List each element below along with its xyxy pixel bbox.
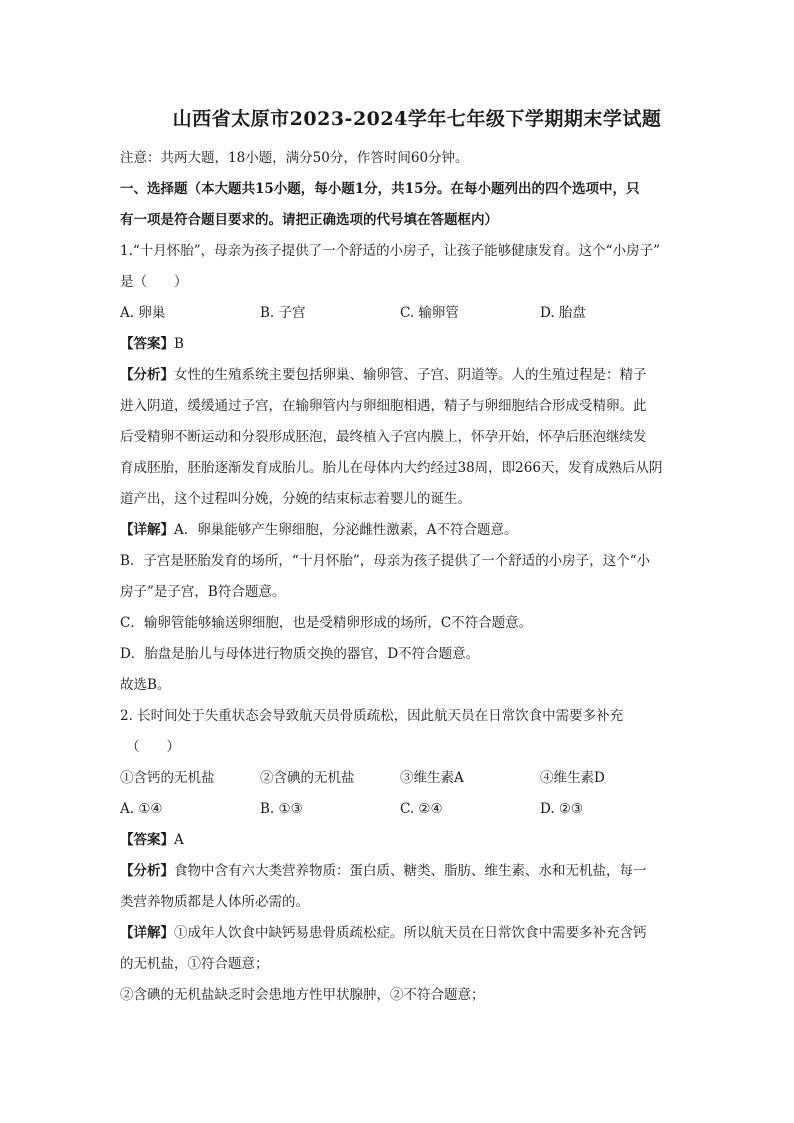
q2-answer [120, 825, 680, 856]
q1-detail-line6: 故选B。 [120, 677, 171, 693]
q1-analysis-line4: 育成胚胎，胚胎逐渐发育成胎儿。胎儿在母体内大约经过38周，即266天，发育成熟后从阴 [120, 460, 663, 476]
section-heading-line2: 有一项是符合题目要求的。请把正确选项的代号填在答题框内） [120, 212, 498, 228]
q2-answer-value: A [174, 832, 184, 848]
q1-stem-line1: 1.“十月怀胎”，母亲为孩子提供了一个舒适的小房子，让孩子能够健康发育。这个“小房子” [120, 243, 660, 259]
notice-text: 注意：共两大题，18小题，满分50分，作答时间60分钟。 [120, 150, 469, 166]
q1-option-a: A. 卵巢 [120, 305, 166, 321]
answer-tag: 【答案】 [120, 336, 174, 352]
detail-tag: 【详解】 [120, 925, 174, 941]
q2-stem-line2: （ ） [126, 739, 180, 755]
q1-options [120, 298, 680, 329]
q2-item-1: ①含钙的无机盐 [120, 770, 215, 786]
analysis-tag: 【分析】 [120, 367, 174, 383]
q1-stem-line2: 是（ ） [120, 274, 188, 290]
q1-answer-value: B [174, 336, 184, 352]
q2-item-4: ④维生素D [540, 770, 605, 786]
q1-analysis-line3: 后受精卵不断运动和分裂形成胚泡，最终植入子宫内膜上，怀孕开始，怀孕后胚泡继续发 [120, 429, 647, 445]
q1-detail-line2: B．子宫是胚胎发育的场所，“十月怀胎”，母亲为孩子提供了一个舒适的小房子，这个“小 [120, 553, 651, 569]
page-title: 山西省太原市2023-2024学年七年级下学期期末学试题 [172, 108, 662, 130]
q2-option-a: A. ①④ [120, 801, 163, 817]
q2-detail-line2: 的无机盐，①符合题意； [120, 956, 269, 972]
q1-option-d: D. 胎盘 [540, 305, 586, 321]
q1-option-c: C. 输卵管 [400, 305, 459, 321]
q1-detail-line4: C．输卵管能够输送卵细胞，也是受精卵形成的场所，C不符合题意。 [120, 615, 533, 631]
detail-tag: 【详解】 [120, 522, 174, 538]
q1-detail-line1: 【详解】A．卵巢能够产生卵细胞，分泌雌性激素，A不符合题意。 [120, 522, 518, 538]
exam-content [120, 143, 680, 1011]
q2-option-b: B. ①③ [260, 801, 303, 817]
q2-option-d: D. ②③ [540, 801, 584, 817]
q1-option-b: B. 子宫 [260, 305, 306, 321]
q1-analysis-line1: 【分析】女性的生殖系统主要包括卵巢、输卵管、子宫、阴道等。人的生殖过程是：精子 [120, 367, 647, 383]
q2-stem-line1: 2. 长时间处于失重状态会导致航天员骨质疏松，因此航天员在日常饮食中需要多补充 [120, 708, 624, 724]
answer-tag: 【答案】 [120, 832, 174, 848]
q1-analysis-line2: 进入阴道，缓缓通过子宫，在输卵管内与卵细胞相遇，精子与卵细胞结合形成受精卵。此 [120, 398, 647, 414]
q2-item-3: ③维生素A [400, 770, 464, 786]
q1-analysis-line5: 道产出，这个过程叫分娩，分娩的结束标志着婴儿的诞生。 [120, 491, 471, 507]
q1-detail-line5: D．胎盘是胎儿与母体进行物质交换的器官，D不符合题意。 [120, 646, 480, 662]
q2-detail-line1: 【详解】①成年人饮食中缺钙易患骨质疏松症。所以航天员在日常饮食中需要多补充含钙 [120, 925, 647, 941]
q2-option-c: C. ②④ [400, 801, 443, 817]
q2-item-2: ②含碘的无机盐 [260, 770, 355, 786]
q1-answer [120, 329, 680, 360]
q2-detail-line3: ②含碘的无机盐缺乏时会患地方性甲状腺肿，②不符合题意； [120, 987, 485, 1003]
q2-items [120, 763, 680, 794]
q1-detail-line3: 房子”是子宫，B符合题意。 [120, 584, 286, 600]
q2-options [120, 794, 680, 825]
q2-analysis-line2: 类营养物质都是人体所必需的。 [120, 894, 309, 910]
analysis-tag: 【分析】 [120, 863, 174, 879]
q2-analysis-line1: 【分析】食物中含有六大类营养物质：蛋白质、糖类、脂肪、维生素、水和无机盐，每一 [120, 863, 647, 879]
section-heading-line1: 一、选择题（本大题共15小题，每小题1分，共15分。在每小题列出的四个选项中，只 [120, 181, 640, 197]
